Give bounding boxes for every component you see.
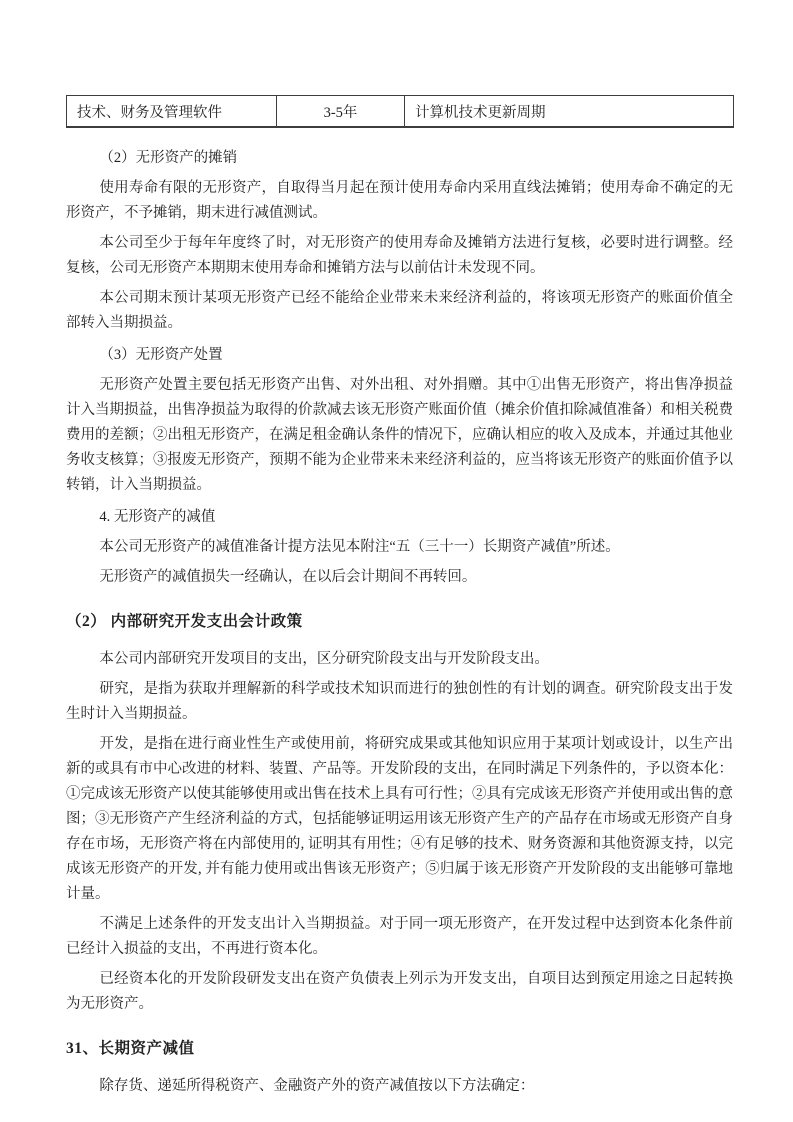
para-rd-5: 已经资本化的开发阶段研发支出在资产负债表上列示为开发支出，自项目达到预定用途之日起转换为无形资产。: [66, 971, 733, 1012]
cell-useful-life: 3-5年: [277, 96, 405, 128]
para-disposal-1: 无形资产处置主要包括无形资产出售、对外出租、对外捐赠。其中①出售无形资产，将出售净损益计入当期损益，出售净损益为取得的价款减去该无形资产账面价值（摊余价值扣除减值准备）和相关税费费用的差额；②出租无形资产，在满足租金确认条件的情况下，应确认相应的收入及成本，并通过其他业务收支核算；③报废无形资产，预期不能为企业带来未来经济利益的，应当将该无形资产的账面价值予以转销，计入当期损益。: [66, 377, 733, 493]
section-heading-rd-policy: （2） 内部研究开发支出会计政策: [66, 613, 303, 630]
para-impairment-1: 本公司无形资产的减值准备计提方法见本附注“五（三十一）长期资产减值”所述。: [99, 539, 620, 555]
para-rd-2: 研究，是指为获取并理解新的科学或技术知识而进行的独创性的有计划的调查。研究阶段支出于发生时计入当期损益。: [66, 681, 733, 722]
para-rd-4: 不满足上述条件的开发支出计入当期损益。对于同一项无形资产，在开发过程中达到资本化条件前已经计入损益的支出，不再进行资本化。: [66, 916, 733, 957]
para-impairment-2: 无形资产的减值损失一经确认，在以后会计期间不再转回。: [99, 569, 477, 585]
cell-asset-type: 技术、财务及管理软件: [67, 96, 277, 128]
section-heading-longterm: 31、长期资产减值: [66, 1040, 195, 1057]
table-row: [67, 96, 734, 128]
para-longterm-1: 除存货、递延所得税资产、金融资产外的资产减值按以下方法确定：: [99, 1078, 535, 1094]
para-amortization-1: 使用寿命有限的无形资产，自取得当月起在预计使用寿命内采用直线法摊销；使用寿命不确定的无形资产，不予摊销，期末进行减值测试。: [66, 180, 733, 221]
para-amortization-3: 本公司期末预计某项无形资产已经不能给企业带来未来经济利益的，将该项无形资产的账面价值全部转入当期损益。: [66, 290, 733, 331]
useful-life-table: [66, 95, 734, 128]
cell-basis: 计算机技术更新周期: [405, 96, 734, 128]
subheading-amortization: （2）无形资产的摊销: [99, 150, 238, 166]
subheading-disposal: （3）无形资产处置: [99, 347, 223, 363]
para-rd-3: 开发，是指在进行商业性生产或使用前，将研究成果或其他知识应用于某项计划或设计，以生产出新的或具有市中心改进的材料、装置、产品等。开发阶段的支出，在同时满足下列条件的，予以资本化：①完成该无形资产以使其能够使用或出售在技术上具有可行性；②具有完成该无形资产并使用或出售的意图；③无形资产产生经济利益的方式，包括能够证明运用该无形资产生产的产品存在市场或无形资产自身存在市场，无形资产将在内部使用的, 证明其有用性；④有足够的技术、财务资源和其他资源支持，以完成该无形资产的开发, 并有能力使用或出售该无形资产；⑤归属于该无形资产开发阶段的支出能够可靠地计量。: [66, 736, 733, 902]
para-amortization-2: 本公司至少于每年年度终了时，对无形资产的使用寿命及摊销方法进行复核，必要时进行调整。经复核，公司无形资产本期期末使用寿命和摊销方法与以前估计未发现不同。: [66, 235, 733, 276]
subheading-impairment: 4. 无形资产的减值: [99, 509, 216, 525]
para-rd-1: 本公司内部研究开发项目的支出，区分研究阶段支出与开发阶段支出。: [99, 651, 549, 667]
